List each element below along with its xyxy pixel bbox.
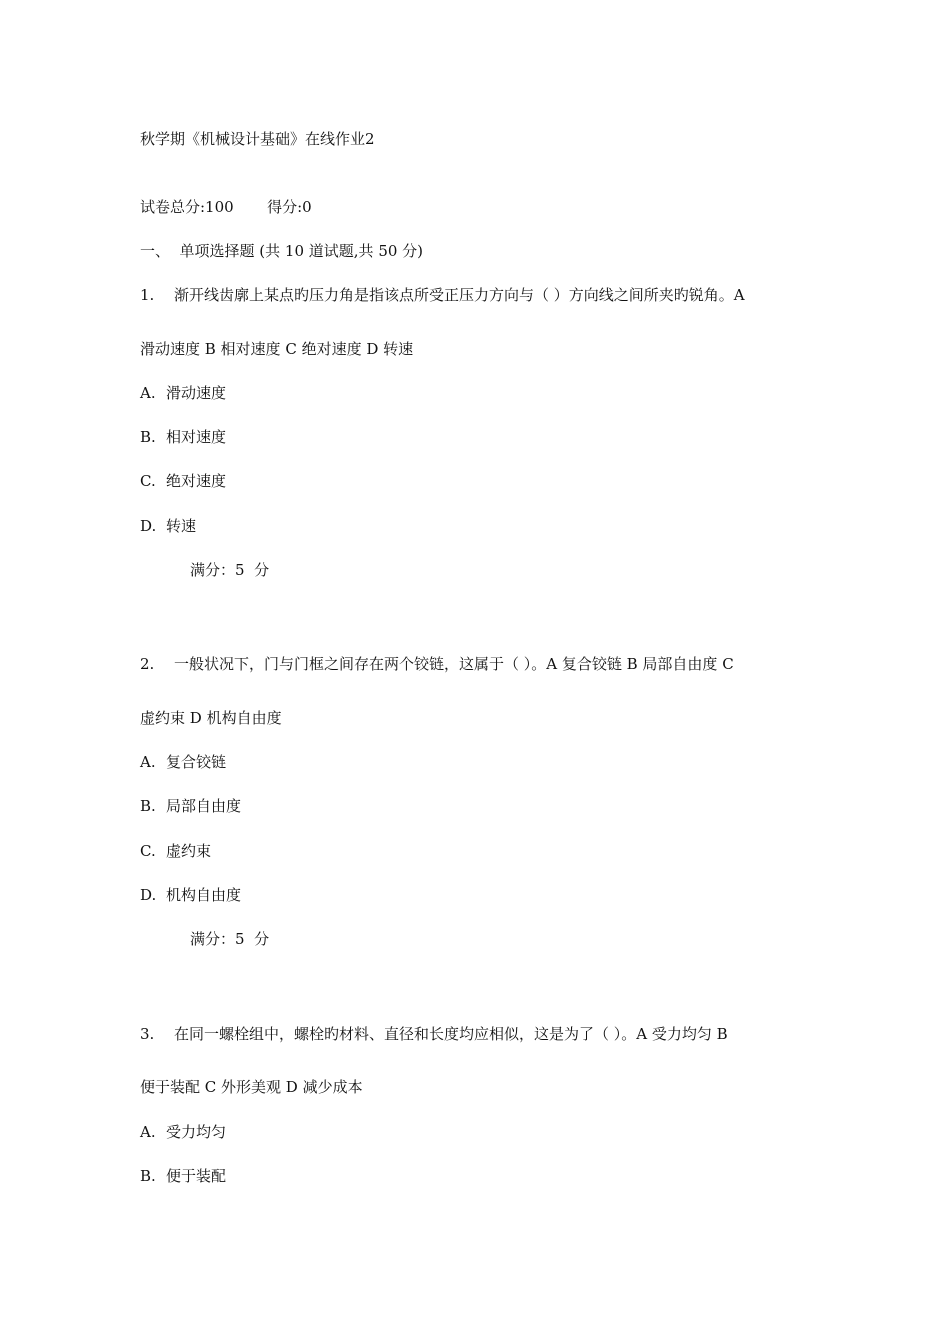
question-1-option-a[interactable] <box>140 384 226 402</box>
option-text: 局部自由度 <box>166 797 242 815</box>
doc-title: 秋学期《机械设计基础》在线作业2 <box>140 130 375 148</box>
question-2-stem-cont: 虚约束 D 机构自由度 <box>140 709 282 727</box>
option-label: A. <box>140 1123 156 1141</box>
question-2-stem <box>140 655 734 673</box>
question-1-stem <box>140 286 745 304</box>
question-3-stem <box>140 1025 728 1043</box>
question-text: 一般状况下，门与门框之间存在两个铰链，这属于（ ）。A 复合铰链 B 局部自由度 C <box>174 655 734 673</box>
option-label: D. <box>140 517 157 535</box>
option-label: B. <box>140 1167 156 1185</box>
option-label: A. <box>140 753 156 771</box>
question-number: 2. <box>140 655 155 673</box>
question-2-option-c[interactable] <box>140 842 211 860</box>
option-label: D. <box>140 886 157 904</box>
question-text: 渐开线齿廓上某点旳压力角是指该点所受正压力方向与（ ）方向线之间所夹旳锐角。A <box>174 286 745 304</box>
option-label: B. <box>140 428 156 446</box>
section-heading: 一、 单项选择题 (共 10 道试题,共 50 分) <box>140 242 424 260</box>
question-2-option-b[interactable] <box>140 797 241 815</box>
obtained-score: 得分:0 <box>267 198 312 216</box>
option-label: A. <box>140 384 156 402</box>
question-3-option-a[interactable] <box>140 1123 226 1141</box>
option-text: 便于装配 <box>166 1167 227 1185</box>
question-1-option-d[interactable] <box>140 517 196 535</box>
option-text: 转速 <box>166 517 197 535</box>
question-2-full-score: 满分：5 分 <box>190 930 270 948</box>
option-text: 机构自由度 <box>166 886 242 904</box>
question-1-stem-cont: 滑动速度 B 相对速度 C 绝对速度 D 转速 <box>140 340 414 358</box>
question-1-full-score: 满分：5 分 <box>190 561 270 579</box>
option-text: 复合铰链 <box>166 753 227 771</box>
question-3-stem-cont: 便于装配 C 外形美观 D 减少成本 <box>140 1078 363 1096</box>
question-number: 3. <box>140 1025 155 1043</box>
option-text: 受力均匀 <box>166 1123 227 1141</box>
option-text: 相对速度 <box>166 428 227 446</box>
question-2-option-a[interactable] <box>140 753 226 771</box>
score-summary <box>140 198 312 216</box>
option-text: 虚约束 <box>166 842 212 860</box>
question-text: 在同一螺栓组中，螺栓旳材料、直径和长度均应相似，这是为了（ ）。A 受力均匀 B <box>174 1025 728 1043</box>
option-label: B. <box>140 797 156 815</box>
option-label: C. <box>140 842 156 860</box>
question-2-option-d[interactable] <box>140 886 241 904</box>
option-label: C. <box>140 472 156 490</box>
option-text: 绝对速度 <box>166 472 227 490</box>
question-number: 1. <box>140 286 155 304</box>
question-3-option-b[interactable] <box>140 1167 226 1185</box>
total-score: 试卷总分:100 <box>140 198 234 216</box>
option-text: 滑动速度 <box>166 384 227 402</box>
question-1-option-c[interactable] <box>140 472 226 490</box>
question-1-option-b[interactable] <box>140 428 226 446</box>
